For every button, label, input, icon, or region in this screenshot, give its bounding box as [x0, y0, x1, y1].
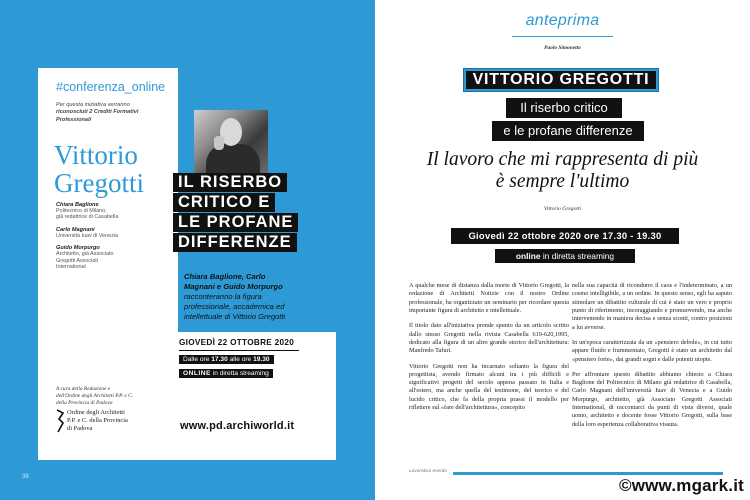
paragraph: A qualche mese di distanza dalla morte di Vittorio Gregotti, la redazione di Architetti Notizie con il nostro Ordine professionale, ha organizzato un seminario per ricordare questa importante figura di architetto e intellettuale. [409, 282, 569, 314]
divider [512, 36, 613, 37]
poster-hashtag: #conferenza_online [56, 80, 166, 94]
page-number: 38 [22, 474, 29, 480]
right-page [375, 0, 750, 500]
conference-poster: #conferenza_online Per questa iniziativa verranno riconosciuti 2 Crediti Formativi Professionali Vittorio Gregotti Chiara Baglione Politecnico di Milano, già redattrice di Casabella Carlo Magnani Università Iuav di Venezia Guido Morpurgo Architetto, già Associato Gregotti Associati International IL RISERBO CRITICO E LE PROFANE DIFFERENZE Chiara Baglione, Carlo Magnani e Guido Morpurgo racconteranno la figura professionale, accademica ed intellettuale di Vittorio Gregotti GIOVEDÌ 22 OTTOBRE 2020 Dalle ore 17.30 alle ore 19.30 ONLINE in diretta streaming A cura della Redazione e dell'Ordine degli Architetti P.P. e C. della Provincia di Padova Ordine degli Architetti P.P. e C. della Provincia di Padova www.pd.archiworld.it [38, 68, 336, 460]
article-name-band [463, 68, 659, 92]
article-subtitle-2: e le profane differenze [492, 121, 644, 141]
footer-bar [453, 472, 723, 475]
poster-time-badge: Dalle ore 17.30 alle ore 19.30 [179, 355, 274, 364]
article-column-left [409, 282, 569, 419]
portrait-photo [194, 110, 268, 174]
footer-caption: Lavoratica evento [409, 469, 447, 474]
poster-title: IL RISERBO CRITICO E LE PROFANE DIFFERENZE [173, 173, 298, 253]
quote-author: Vittorio Gregotti [543, 206, 582, 212]
order-logo-icon [56, 409, 64, 433]
event-date-band: Giovedì 22 ottobre 2020 ore 17.30 - 19.30 [451, 228, 679, 244]
paragraph: In un'epoca caratterizzata da un «pensiero debole», in cui tutto appare fluido e frammentato, Gregotti è stato un architetto dal «pensiero forte», dai grandi sogni e dalle potenti utopie. [572, 338, 732, 363]
poster-credits-note: Per questa iniziativa verranno riconosciuti 2 Crediti Formativi Professionali [56, 102, 139, 123]
article-quote: Il lavoro che mi rappresenta di più è sempre l'ultimo [426, 149, 699, 192]
divider [179, 350, 299, 351]
section-tag: anteprima [525, 12, 600, 29]
poster-streaming-badge: ONLINE in diretta streaming [179, 369, 273, 378]
paragraph: Il titolo dato all'iniziativa prende spunto da un articolo scritto dallo stesso Gregotti nella rivista Casabella 619-620,1995, dedicato alla figura di un altro grande storico dell'architettura: Manfredo Tafuri. [409, 322, 569, 355]
speaker-item: Carlo Magnani Università Iuav di Venezia [56, 226, 119, 239]
watermark: ©www.mgark.it [618, 476, 744, 495]
poster-date: GIOVEDÌ 22 OTTOBRE 2020 [179, 338, 295, 347]
article-name: VITTORIO GREGOTTI [466, 71, 656, 89]
streaming-band: online in diretta streaming [495, 249, 635, 263]
article-author: Paolo Simonetto [544, 45, 581, 51]
speaker-item: Guido Morpurgo Architetto, già Associato Gregotti Associati International [56, 245, 114, 271]
paragraph: nella sua capacità di ricondurre il caos e l'indeterminato, a un cosmo intelligibile, a un ordine. In questo senso, egli ha saputo stimolare un dibattito culturale di cui è stato un vero e proprio punto di riferimento, incoraggiando e promuovendo, ma anche intervenendo in maniera decisa e senza sconti, contro posizioni a lui avverse. [572, 282, 732, 331]
article-column-right [572, 282, 732, 436]
poster-speakers-list [56, 202, 166, 277]
speaker-item: Chiara Baglione Politecnico di Milano, già redattrice di Casabella [56, 202, 119, 221]
poster-description: Chiara Baglione, Carlo Magnani e Guido Morpurgo racconteranno la figura professionale, accademica ed intellettuale di Vittorio Gregotti [184, 272, 286, 322]
poster-organizer-note: A cura della Redazione e dell'Ordine degli Architetti P.P. e C. della Provincia di Padova [56, 386, 134, 407]
article-subtitle-1: Il riserbo critico [506, 98, 622, 118]
paragraph: Per affrontare questo dibattito abbiamo chiesto a Chiara Baglione del Politecnico di Milano già redattrice di Casabella, Carlo Magnani dell'università Iuav di Venezia e a Guido Morpurgo, architetto, già Associato Gregotti Associati International, di raccontarci da punti di vista diversi, quale uomo, architetto e docente fosse Vittorio Gregotti, sulla base della loro esperienza collaborativa vissuta. [572, 370, 732, 428]
poster-url-link[interactable]: www.pd.archiworld.it [180, 420, 295, 432]
paragraph: Vittorio Gregotti non ha incarnato soltanto la figura del progettista, avendo firmato alcuni tra i più difficili e significativi progetti del secolo appena passato in Italia e all'estero, ma anche quella del testimone, del teorico e del lucido critico, che fa della propria prassi il modello per riflettere sul «fare dell'architettura», concepito [409, 362, 569, 412]
poster-honoree-name: Vittorio Gregotti [54, 140, 144, 198]
